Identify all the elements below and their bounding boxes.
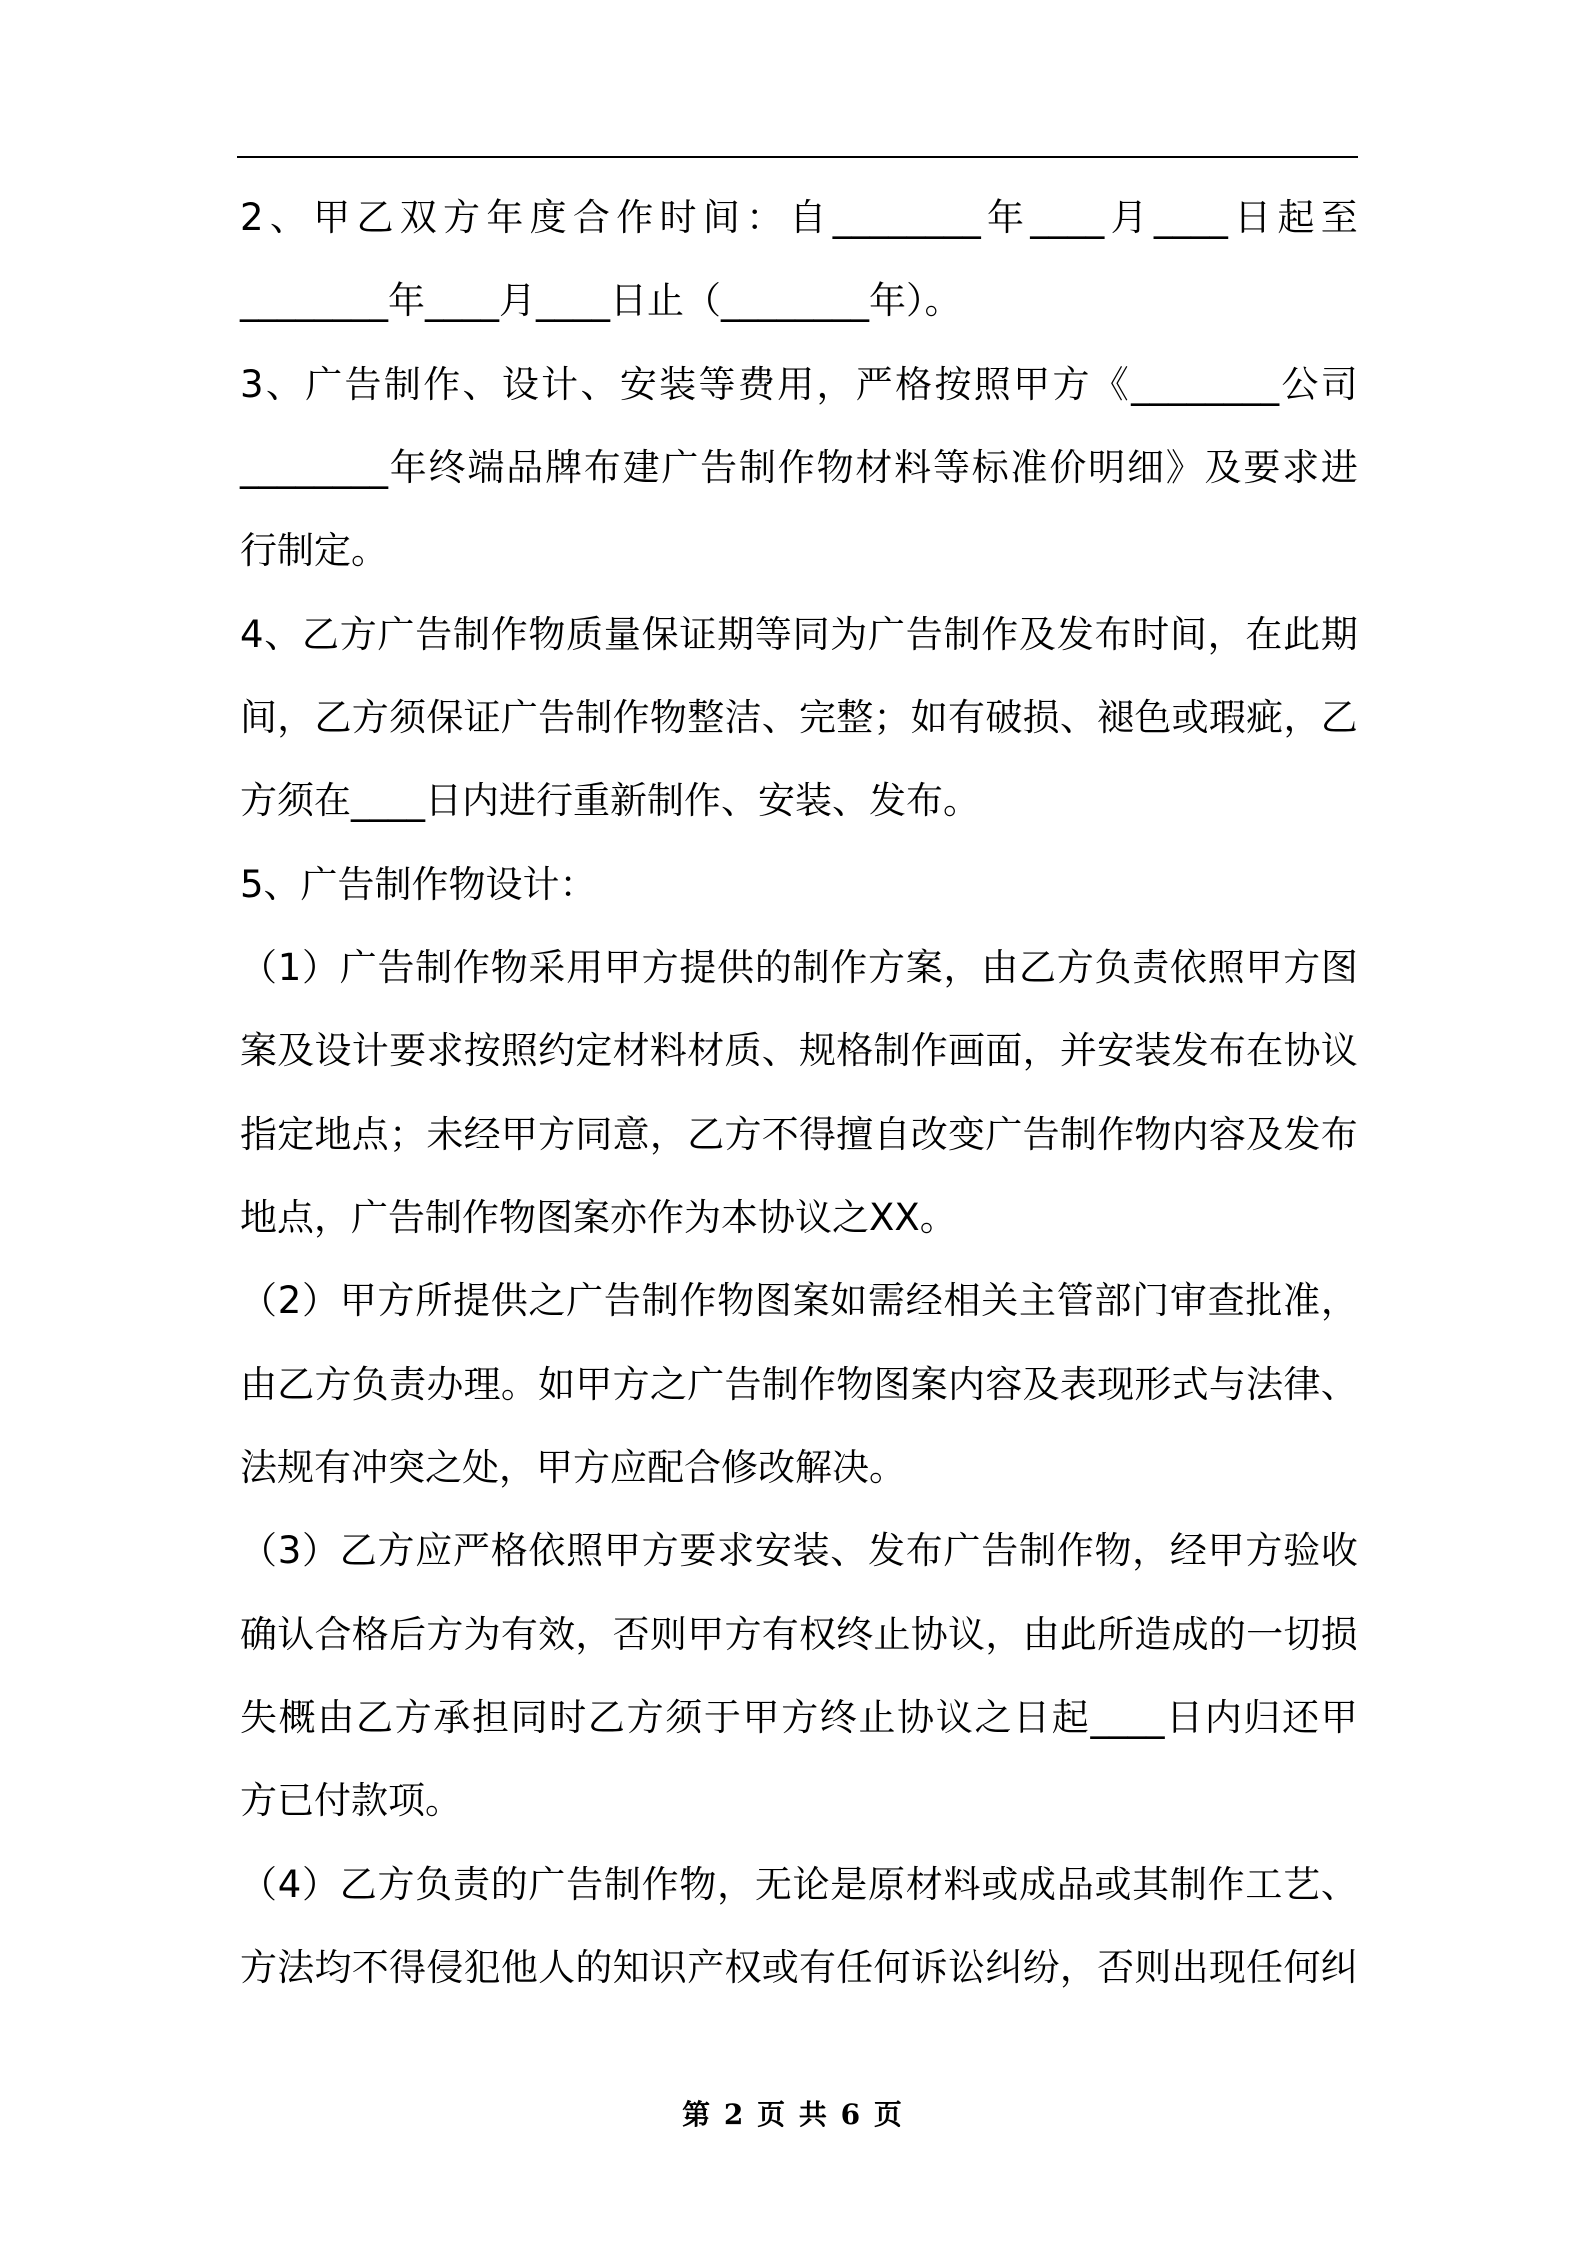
text-line-3: 3 、 广 告 制 作 、 设 计 、 安 装 等 费 用 ， 严 格 按 照 甲 方 《 ________ 公 司 [240,363,1358,406]
text-line-15: 由 乙 方 负 责 办 理 。 如 甲 方 之 广 告 制 作 物 图 案 内 容 及 表 现 形 式 与 法 律 、 [240,1363,1358,1406]
text-line-9: 5、广告制作物设计： [240,863,597,906]
text-line-18: 确 认 合 格 后 方 为 有 效 ， 否 则 甲 方 有 权 终 止 协 议 ， 由 此 所 造 成 的 一 切 损 [240,1613,1358,1656]
text-line-13: 地点，广告制作物图案亦作为本协议之XX。 [240,1196,957,1239]
text-line-20: 方已付款项。 [240,1779,462,1822]
text-line-21: （ 4 ） 乙 方 负 责 的 广 告 制 作 物 ， 无 论 是 原 材 料 或 成 品 或 其 制 作 工 艺 、 [240,1863,1358,1906]
text-line-10: （ 1 ） 广 告 制 作 物 采 用 甲 方 提 供 的 制 作 方 案 ， 由 乙 方 负 责 依 照 甲 方 图 [240,946,1358,989]
text-line-5: 行制定。 [240,529,388,572]
text-line-17: （ 3 ） 乙 方 应 严 格 依 照 甲 方 要 求 安 装 、 发 布 广 告 制 作 物 ， 经 甲 方 验 收 [240,1529,1358,1572]
text-line-2: ________年____月____日止（________年）。 [240,279,962,322]
text-line-6: 4 、 乙 方 广 告 制 作 物 质 量 保 证 期 等 同 为 广 告 制 作 及 发 布 时 间 ， 在 此 期 [240,613,1358,656]
header-rule [237,156,1358,158]
text-line-11: 案 及 设 计 要 求 按 照 约 定 材 料 材 质 、 规 格 制 作 画 面 ， 并 安 装 发 布 在 协 议 [240,1029,1358,1072]
text-line-7: 间 ， 乙 方 须 保 证 广 告 制 作 物 整 洁 、 完 整 ； 如 有 破 损 、 褪 色 或 瑕 疵 ， 乙 [240,696,1358,739]
text-line-14: （ 2 ） 甲 方 所 提 供 之 广 告 制 作 物 图 案 如 需 经 相 关 主 管 部 门 审 查 批 准 ， [240,1279,1358,1322]
page-footer: 第 2 页 共 6 页 [682,2098,904,2131]
text-line-22: 方 法 均 不 得 侵 犯 他 人 的 知 识 产 权 或 有 任 何 诉 讼 纠 纷 ， 否 则 出 现 任 何 纠 [240,1946,1358,1989]
text-line-1: 2 、 甲 乙 双 方 年 度 合 作 时 间 ： 自 ________ 年 ____ 月 ____ 日 起 至 [240,196,1358,239]
text-line-16: 法规有冲突之处，甲方应配合修改解决。 [240,1446,906,1489]
text-line-4: ________ 年 终 端 品 牌 布 建 广 告 制 作 物 材 料 等 标 准 价 明 细 》 及 要 求 进 [240,446,1358,489]
text-line-19: 失 概 由 乙 方 承 担 同 时 乙 方 须 于 甲 方 终 止 协 议 之 日 起 ____ 日 内 归 还 甲 [240,1696,1358,1739]
text-line-12: 指 定 地 点 ； 未 经 甲 方 同 意 ， 乙 方 不 得 擅 自 改 变 广 告 制 作 物 内 容 及 发 布 [240,1113,1358,1156]
text-line-8: 方须在____日内进行重新制作、安装、发布。 [240,779,980,822]
